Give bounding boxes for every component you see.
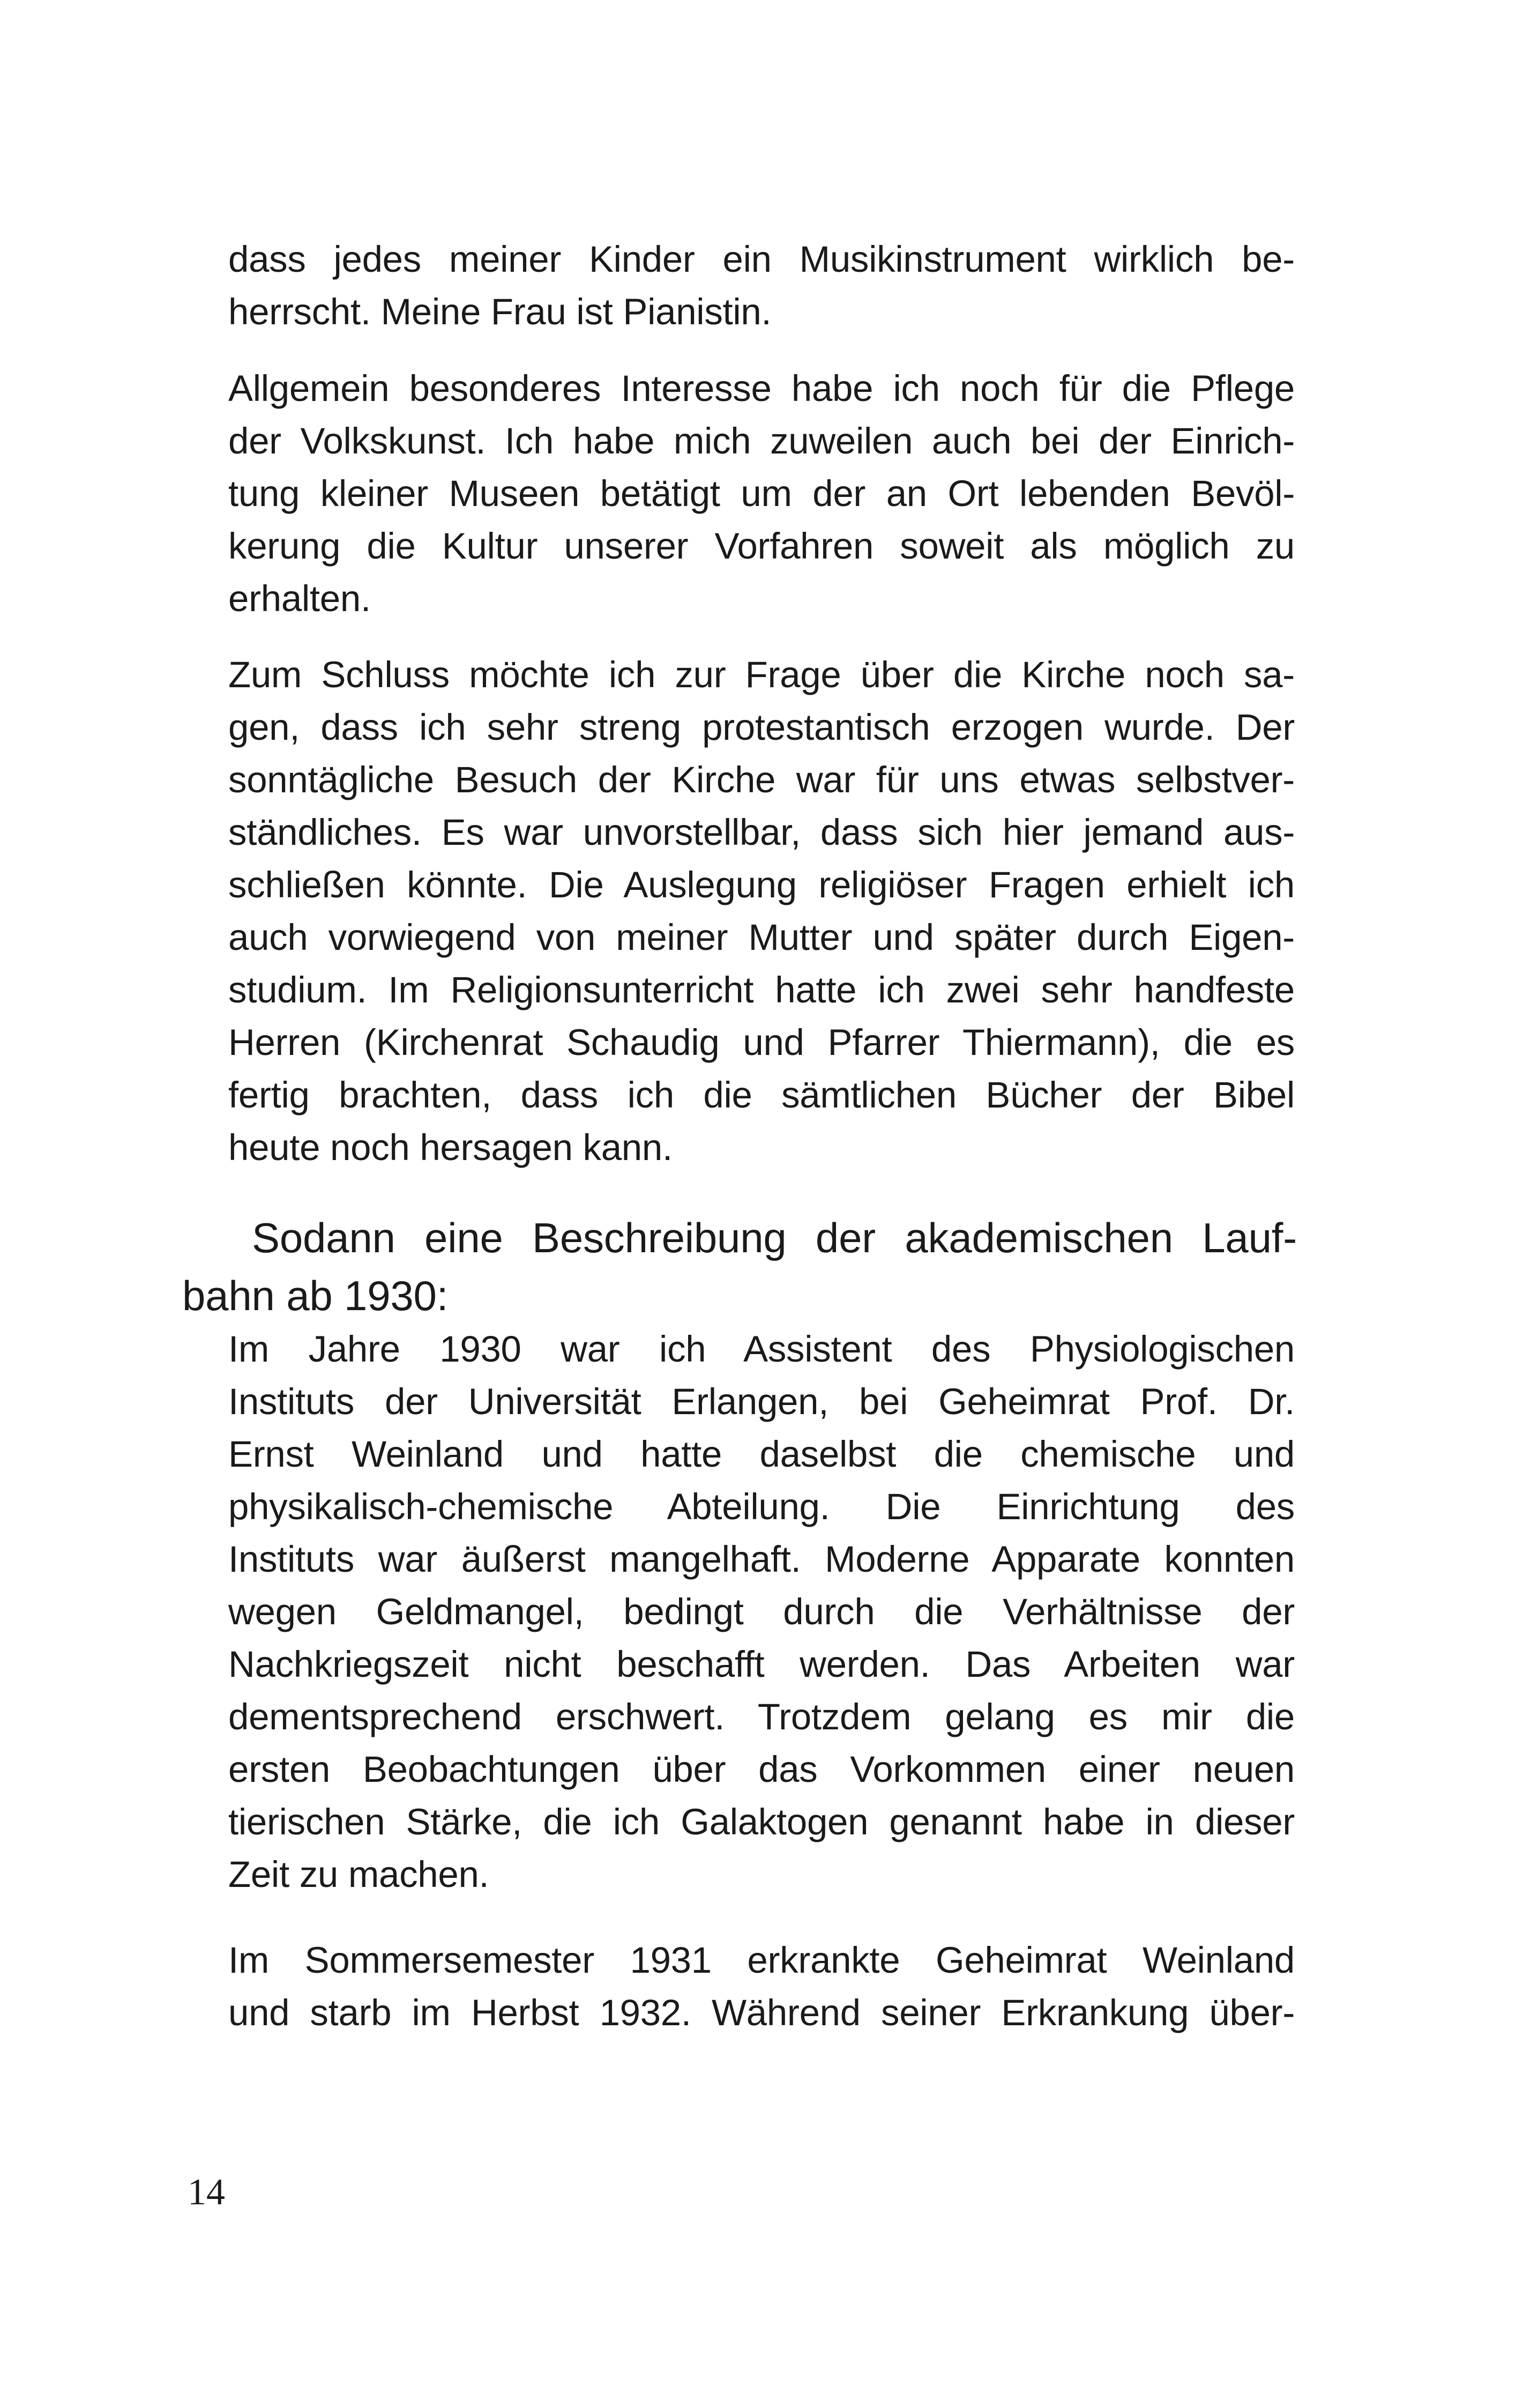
- text-line: dementsprechend erschwert. Trotzdem gelang es mir die: [228, 1696, 1295, 1737]
- text-line: schließen könnte. Die Auslegung religiöser Fragen erhielt ich: [228, 864, 1295, 905]
- text-line: Zeit zu machen.: [228, 1854, 489, 1895]
- text-line: studium. Im Religionsunterricht hatte ich zwei sehr handfeste: [228, 969, 1295, 1010]
- text-line: Nachkriegszeit nicht beschafft werden. Das Arbeiten war: [228, 1644, 1295, 1685]
- text-line: physikalisch-chemische Abteilung. Die Einrichtung des: [228, 1486, 1295, 1527]
- text-line: sonntägliche Besuch der Kirche war für uns etwas selbstver-: [228, 759, 1295, 800]
- text-line: tierischen Stärke, die ich Galaktogen genannt habe in dieser: [228, 1801, 1295, 1842]
- text-line: herrscht. Meine Frau ist Pianistin.: [228, 291, 772, 332]
- text-line: der Volkskunst. Ich habe mich zuweilen auch bei der Einrich-: [228, 420, 1295, 462]
- text-line: wegen Geldmangel, bedingt durch die Verhältnisse der: [228, 1591, 1295, 1632]
- page-number: 14: [188, 2172, 225, 2213]
- text-line: fertig brachten, dass ich die sämtlichen Bücher der Bibel: [228, 1074, 1295, 1116]
- text-line: heute noch hersagen kann.: [228, 1127, 673, 1168]
- text-line: Zum Schluss möchte ich zur Frage über die Kirche noch sa-: [228, 654, 1295, 695]
- text-line: Instituts der Universität Erlangen, bei Geheimrat Prof. Dr.: [228, 1381, 1295, 1422]
- text-line: ersten Beobachtungen über das Vorkommen einer neuen: [228, 1749, 1295, 1790]
- text-line: Instituts war äußerst mangelhaft. Moderne Apparate konnten: [228, 1539, 1295, 1580]
- text-line: Allgemein besonderes Interesse habe ich noch für die Pflege: [228, 368, 1295, 409]
- text-line: dass jedes meiner Kinder ein Musikinstrument wirklich be-: [228, 239, 1295, 280]
- paragraph-2: [228, 362, 1295, 625]
- paragraph-3: [228, 649, 1295, 1174]
- text-line: ständliches. Es war unvorstellbar, dass sich hier jemand aus-: [228, 812, 1295, 853]
- text-line: gen, dass ich sehr streng protestantisch erzogen wurde. Der: [228, 707, 1295, 748]
- heading-line: bahn ab 1930:: [182, 1272, 449, 1319]
- text-line: und starb im Herbst 1932. Während seiner Erkrankung über-: [228, 1992, 1295, 2033]
- paragraph-5: [228, 1934, 1295, 2039]
- text-line: auch vorwiegend von meiner Mutter und später durch Eigen-: [228, 917, 1295, 958]
- section-heading: [182, 1209, 1297, 1325]
- text-line: Ernst Weinland und hatte daselbst die chemische und: [228, 1433, 1295, 1475]
- text-line: kerung die Kultur unserer Vorfahren soweit als möglich zu: [228, 525, 1295, 567]
- text-line: tung kleiner Museen betätigt um der an Ort lebenden Bevöl-: [228, 473, 1295, 514]
- text-line: Im Jahre 1930 war ich Assistent des Physiologischen: [228, 1328, 1295, 1370]
- heading-line: Sodann eine Beschreibung der akademischen Lauf-: [252, 1214, 1297, 1261]
- paragraph-4: [228, 1323, 1295, 1901]
- text-line: erhalten.: [228, 578, 371, 619]
- text-line: Herren (Kirchenrat Schaudig und Pfarrer Thiermann), die es: [228, 1022, 1295, 1063]
- paragraph-1: [228, 233, 1295, 338]
- text-line: Im Sommersemester 1931 erkrankte Geheimrat Weinland: [228, 1939, 1295, 1981]
